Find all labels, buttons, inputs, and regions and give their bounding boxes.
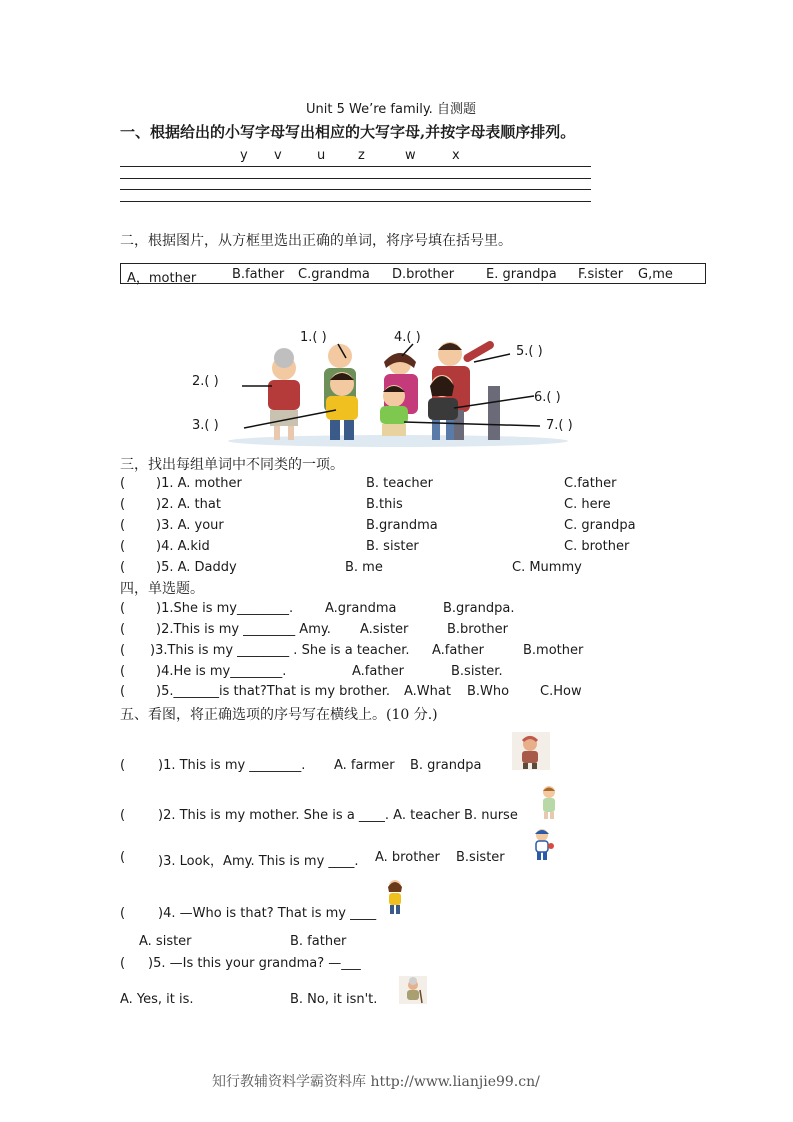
letter-3: u <box>317 148 326 163</box>
letter-2: v <box>274 148 282 163</box>
paren: ( <box>120 758 126 773</box>
word-option-b: B.father <box>232 267 285 282</box>
picture-label-5: 5.( ) <box>516 344 543 359</box>
word-option-d: D.brother <box>392 267 455 282</box>
paren: ( <box>120 664 126 679</box>
writing-line-1 <box>120 166 591 167</box>
section-4-heading: 四，单选题。 <box>120 581 204 597</box>
option-a: A. Yes, it is. <box>120 992 194 1007</box>
option-b: B. grandpa <box>410 758 482 773</box>
option-a: A.What <box>404 684 451 699</box>
question-text: )4. —Who is that? That is my ____ <box>158 906 377 921</box>
option-b: B. teacher <box>366 476 433 491</box>
paren: ( <box>120 622 126 637</box>
option-b: B.brother <box>447 622 508 637</box>
option-c: C. here <box>564 497 611 512</box>
option-b: B. No, it isn't. <box>290 992 378 1007</box>
paren: ( <box>120 906 126 921</box>
grandpa-picture <box>512 732 550 770</box>
option-c: C. grandpa <box>564 518 636 533</box>
question-text: )4.He is my________. <box>156 664 287 679</box>
writing-line-3 <box>120 189 591 190</box>
question-text: )2. A. that <box>156 497 221 512</box>
question-text: )5._______is that?That is my brother. <box>156 684 391 699</box>
paren: ( <box>120 956 126 971</box>
question-text: )3. Look，Amy. This is my ____. <box>158 854 359 869</box>
picture-label-7: 7.( ) <box>546 418 573 433</box>
option-b: B.grandma <box>366 518 438 533</box>
option-b: B. father <box>290 934 347 949</box>
picture-label-6: 6.( ) <box>534 390 561 405</box>
question-text: )5. A. Daddy <box>156 560 237 575</box>
brother-picture <box>528 826 556 862</box>
option-c: C.How <box>540 684 582 699</box>
question-text: )1. This is my ________. <box>158 758 306 773</box>
grandma-picture <box>399 976 427 1004</box>
word-option-f: F.sister <box>578 267 624 282</box>
option-a: A.father <box>432 643 485 658</box>
picture-label-3: 3.( ) <box>192 418 219 433</box>
question-text: )1.She is my________. <box>156 601 294 616</box>
option-b: B.mother <box>523 643 584 658</box>
option-c: C. Mummy <box>512 560 582 575</box>
question-text: )5. —Is this your grandma? —___ <box>148 956 361 971</box>
paren: ( <box>120 476 126 491</box>
question-text: )2. This is my mother. She is a ____. A. teacher B. nurse <box>158 808 518 823</box>
letter-6: x <box>452 148 460 163</box>
option-a: A.grandma <box>325 601 397 616</box>
option-c: C.father <box>564 476 617 491</box>
word-option-e: E. grandpa <box>486 267 557 282</box>
option-a: A. brother <box>375 850 440 865</box>
letter-5: w <box>405 148 416 163</box>
writing-line-4 <box>120 201 591 202</box>
question-text: )3. A. your <box>156 518 224 533</box>
option-b: B.this <box>366 497 403 512</box>
section-3-heading: 三，找出每组单词中不同类的一项。 <box>120 457 344 473</box>
paren: ( <box>120 684 126 699</box>
paren: ( <box>120 808 126 823</box>
word-option-g: G,me <box>638 267 673 282</box>
section-1-heading: 一、根据给出的小写字母写出相应的大写字母,并按字母表顺序排列。 <box>120 123 576 141</box>
picture-label-2: 2.( ) <box>192 374 219 389</box>
option-b: B.sister <box>456 850 505 865</box>
writing-line-2 <box>120 178 591 179</box>
paren: ( <box>120 601 126 616</box>
option-a: A.father <box>352 664 405 679</box>
question-text: )1. A. mother <box>156 476 242 491</box>
question-text: )4. A.kid <box>156 539 210 554</box>
question-text: )3.This is my ________ . She is a teacher. <box>150 643 410 658</box>
option-b: B.Who <box>467 684 510 699</box>
option-c: C. brother <box>564 539 630 554</box>
option-b: B. sister <box>366 539 419 554</box>
paren: ( <box>120 539 126 554</box>
option-a: A.sister <box>360 622 409 637</box>
option-a: A. sister <box>139 934 192 949</box>
letter-1: y <box>240 148 248 163</box>
picture-label-4: 4.( ) <box>394 330 421 345</box>
paren: ( <box>120 850 126 865</box>
sister-picture <box>384 878 406 916</box>
paren: ( <box>120 643 126 658</box>
letter-4: z <box>358 148 365 163</box>
option-b: B.grandpa. <box>443 601 515 616</box>
mother-picture <box>536 784 562 820</box>
paren: ( <box>120 518 126 533</box>
picture-label-1: 1.( ) <box>300 330 327 345</box>
option-b: B.sister. <box>451 664 503 679</box>
page-title: Unit 5 We’re family. 自测题 <box>306 102 476 117</box>
question-text: )2.This is my ________ Amy. <box>156 622 331 637</box>
word-option-c: C.grandma <box>298 267 370 282</box>
option-a: A. farmer <box>334 758 395 773</box>
footer-text: 知行教辅资料学霸资料库 http://www.lianjie99.cn/ <box>212 1074 540 1090</box>
section-2-heading: 二，根据图片，从方框里选出正确的单词，将序号填在括号里。 <box>120 233 512 249</box>
word-option-a: A，mother <box>127 271 197 286</box>
paren: ( <box>120 560 126 575</box>
option-b: B. me <box>345 560 383 575</box>
section-5-heading: 五、看图，将正确选项的序号写在横线上。(10 分.) <box>120 707 438 723</box>
paren: ( <box>120 497 126 512</box>
